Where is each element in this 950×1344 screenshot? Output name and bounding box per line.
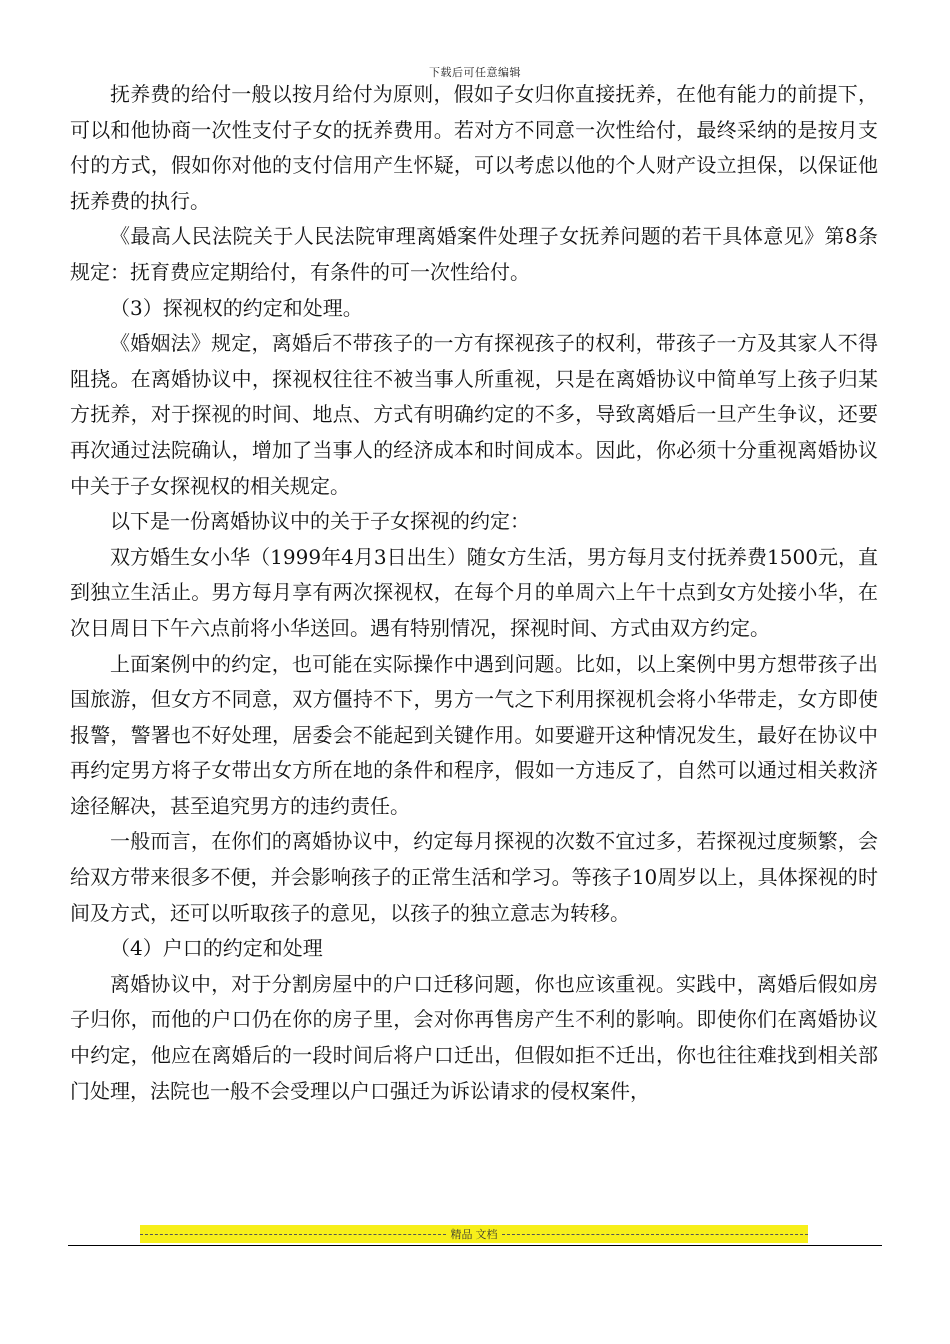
section-heading-visitation-rights: （3）探视权的约定和处理。 xyxy=(110,295,363,320)
paragraph-agreement-example: 双方婚生女小华（1999年4月3日出生）随女方生活，男方每月支付抚养费1500元，直到独立生活止。男方每月享有两次探视权，在每个月的单周六上午十点到女方处接小华，在次日周日下午六点前将小华送回。遇有特别情况，探视时间、方式由双方约定。 xyxy=(70,544,878,640)
footer-divider xyxy=(68,1245,882,1246)
paragraph-court-opinion-article-8: 《最高人民法院关于人民法院审理离婚案件处理子女抚养问题的若干具体意见》第8条规定：抚育费应定期给付，有条件的可一次性给付。 xyxy=(70,224,878,284)
paragraph-child-support-payment: 抚养费的给付一般以按月给付为原则，假如子女归你直接抚养，在他有能力的前提下，可以和他协商一次性支付子女的抚养费用。若对方不同意一次性给付，最终采纳的是按月支付的方式，假如你对他的支付信用产生怀疑，可以考虑以他的个人财产设立担保，以保证他抚养费的执行。 xyxy=(70,82,878,213)
header-note: 下载后可任意编辑 xyxy=(429,66,521,79)
footer-dashes-left xyxy=(140,1234,446,1235)
section-heading-household-registration: （4）户口的约定和处理 xyxy=(110,936,323,961)
paragraph-case-problems: 上面案例中的约定，也可能在实际操作中遇到问题。比如，以上案例中男方想带孩子出国旅游，但女方不同意，双方僵持不下，男方一气之下利用探视机会将小华带走，女方即使报警，警署也不好处理，居委会不能起到关键作用。如要避开这种情况发生，最好在协议中再约定男方将子女带出女方所在地的条件和程序，假如一方违反了，自然可以通过相关救济途径解决，甚至追究男方的违约责任。 xyxy=(70,651,878,818)
paragraph-marriage-law-visitation: 《婚姻法》规定，离婚后不带孩子的一方有探视孩子的权利，带孩子一方及其家人不得阻挠。在离婚协议中，探视权往往不被当事人所重视，只是在离婚协议中简单写上孩子归某方抚养，对于探视的时间、地点、方式有明确约定的不多，导致离婚后一旦产生争议，还要再次通过法院确认，增加了当事人的经济成本和时间成本。因此，你必须十分重视离婚协议中关于子女探视权的相关规定。 xyxy=(70,331,878,498)
document-body xyxy=(70,77,878,1109)
paragraph-agreement-example-intro: 以下是一份离婚协议中的关于子女探视的约定： xyxy=(110,509,530,534)
paragraph-visitation-frequency: 一般而言，在你们的离婚协议中，约定每月探视的次数不宜过多，若探视过度频繁，会给双方带来很多不便，并会影响孩子的正常生活和学习。等孩子10周岁以上，具体探视的时间及方式，还可以听取孩子的意见，以孩子的独立意志为转移。 xyxy=(70,829,878,925)
footer-dashes-right xyxy=(502,1234,808,1235)
footer-banner xyxy=(140,1225,808,1243)
footer-label: 精品 文档 xyxy=(450,1229,498,1241)
paragraph-household-registration: 离婚协议中，对于分割房屋中的户口迁移问题，你也应该重视。实践中，离婚后假如房子归你，而他的户口仍在你的房子里，会对你再售房产生不利的影响。即使你们在离婚协议中约定，他应在离婚后的一段时间后将户口迁出，但假如拒不迁出，你也往往难找到相关部门处理，法院也一般不会受理以户口强迁为诉讼请求的侵权案件， xyxy=(70,971,878,1103)
